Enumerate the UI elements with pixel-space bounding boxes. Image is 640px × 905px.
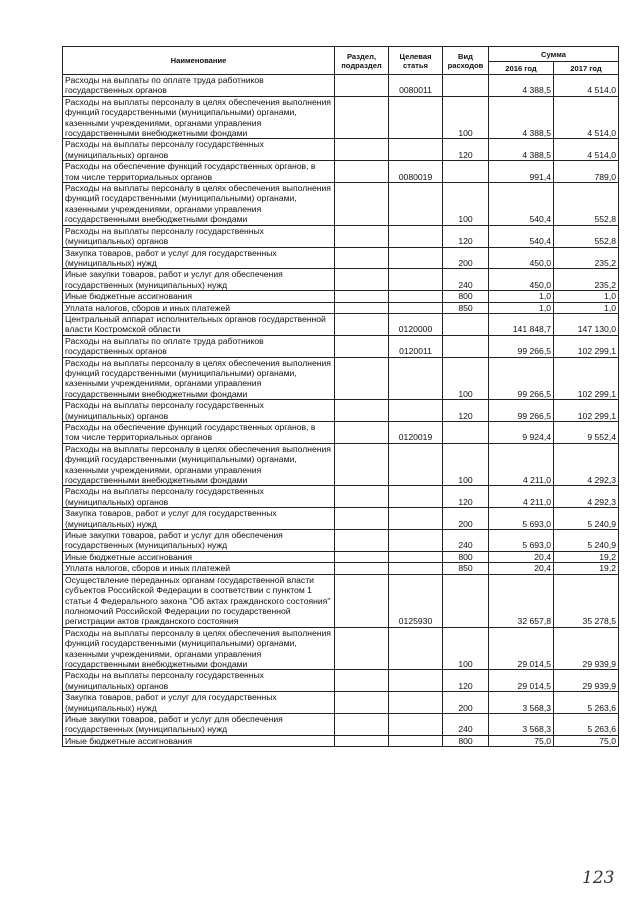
cell-sum-2017: 789,0 xyxy=(554,161,619,183)
cell-sum-2017: 29 939,9 xyxy=(554,627,619,670)
cell-expense-type: 200 xyxy=(443,247,489,269)
cell-name: Расходы на выплаты персоналу государственных (муниципальных) органов xyxy=(63,670,335,692)
cell-name: Осуществление переданных органам государственной власти субъектов Российской Федерации в соответствии с пунктом 1 статьи 4 Федерального закона "Об актах гражданского состояния" полномочий Российской Федерации по государственной регистрации актов гражданского состояния xyxy=(63,574,335,627)
header-expense-type: Вид расходов xyxy=(443,47,489,75)
cell-sum-2016: 20,4 xyxy=(489,551,554,562)
table-row xyxy=(63,313,619,335)
cell-name: Иные закупки товаров, работ и услуг для обеспечения государственных (муниципальных) нужд xyxy=(63,269,335,291)
cell-expense-type: 120 xyxy=(443,670,489,692)
cell-sum-2016: 540,4 xyxy=(489,183,554,226)
cell-sum-2016: 29 014,5 xyxy=(489,670,554,692)
cell-target: 0080011 xyxy=(389,75,443,97)
table-row xyxy=(63,96,619,139)
cell-section xyxy=(335,486,389,508)
cell-name: Расходы на выплаты персоналу государственных (муниципальных) органов xyxy=(63,400,335,422)
cell-sum-2016: 540,4 xyxy=(489,225,554,247)
cell-sum-2017: 35 278,5 xyxy=(554,574,619,627)
cell-sum-2017: 235,2 xyxy=(554,247,619,269)
cell-sum-2016: 3 568,3 xyxy=(489,713,554,735)
cell-sum-2016: 4 388,5 xyxy=(489,96,554,139)
table-row xyxy=(63,357,619,400)
cell-target: 0120000 xyxy=(389,313,443,335)
cell-sum-2017: 4 292,3 xyxy=(554,486,619,508)
cell-name: Иные закупки товаров, работ и услуг для обеспечения государственных (муниципальных) нужд xyxy=(63,530,335,552)
cell-sum-2016: 5 693,0 xyxy=(489,530,554,552)
cell-sum-2016: 4 388,5 xyxy=(489,139,554,161)
cell-target xyxy=(389,139,443,161)
table-row xyxy=(63,75,619,97)
table-row xyxy=(63,400,619,422)
page-number: 123 xyxy=(582,868,615,888)
cell-sum-2017: 5 240,9 xyxy=(554,530,619,552)
cell-name: Иные бюджетные ассигнования xyxy=(63,291,335,302)
cell-expense-type: 100 xyxy=(443,357,489,400)
table-row xyxy=(63,692,619,714)
cell-target xyxy=(389,563,443,574)
cell-expense-type: 800 xyxy=(443,291,489,302)
cell-sum-2017: 4 292,3 xyxy=(554,443,619,486)
cell-sum-2016: 5 693,0 xyxy=(489,508,554,530)
cell-name: Уплата налогов, сборов и иных платежей xyxy=(63,302,335,313)
table-row xyxy=(63,713,619,735)
cell-section xyxy=(335,713,389,735)
cell-name: Расходы на выплаты персоналу государственных (муниципальных) органов xyxy=(63,139,335,161)
header-year-2016: 2016 год xyxy=(489,62,554,75)
cell-section xyxy=(335,422,389,444)
table-row xyxy=(63,269,619,291)
cell-expense-type: 850 xyxy=(443,302,489,313)
cell-expense-type: 120 xyxy=(443,225,489,247)
cell-sum-2017: 19,2 xyxy=(554,563,619,574)
table-row xyxy=(63,225,619,247)
cell-target xyxy=(389,735,443,746)
cell-sum-2016: 450,0 xyxy=(489,247,554,269)
cell-sum-2016: 32 657,8 xyxy=(489,574,554,627)
cell-name: Центральный аппарат исполнительных органов государственной власти Костромской области xyxy=(63,313,335,335)
cell-expense-type: 200 xyxy=(443,508,489,530)
cell-expense-type: 100 xyxy=(443,443,489,486)
cell-name: Закупка товаров, работ и услуг для государственных (муниципальных) нужд xyxy=(63,692,335,714)
table-row xyxy=(63,139,619,161)
cell-sum-2016: 99 266,5 xyxy=(489,357,554,400)
cell-section xyxy=(335,291,389,302)
cell-section xyxy=(335,400,389,422)
cell-sum-2017: 5 263,6 xyxy=(554,713,619,735)
cell-name: Иные закупки товаров, работ и услуг для обеспечения государственных (муниципальных) нужд xyxy=(63,713,335,735)
cell-expense-type: 240 xyxy=(443,530,489,552)
cell-expense-type: 100 xyxy=(443,183,489,226)
cell-target xyxy=(389,443,443,486)
cell-sum-2016: 141 848,7 xyxy=(489,313,554,335)
budget-table xyxy=(62,46,619,747)
cell-expense-type: 800 xyxy=(443,551,489,562)
cell-sum-2016: 75,0 xyxy=(489,735,554,746)
cell-sum-2017: 147 130,0 xyxy=(554,313,619,335)
cell-section xyxy=(335,269,389,291)
cell-expense-type xyxy=(443,313,489,335)
cell-expense-type: 100 xyxy=(443,627,489,670)
cell-section xyxy=(335,139,389,161)
table-row xyxy=(63,422,619,444)
cell-target xyxy=(389,692,443,714)
table-row xyxy=(63,574,619,627)
cell-name: Расходы на выплаты персоналу в целях обеспечения выполнения функций государственными (муниципальными) органами, казенными учреждениями, органами управления государственными внебюджетными фондами xyxy=(63,627,335,670)
cell-name: Расходы на выплаты по оплате труда работников государственных органов xyxy=(63,75,335,97)
cell-section xyxy=(335,225,389,247)
header-year-2017: 2017 год xyxy=(554,62,619,75)
cell-sum-2017: 9 552,4 xyxy=(554,422,619,444)
table-row xyxy=(63,443,619,486)
cell-expense-type xyxy=(443,574,489,627)
cell-sum-2017: 552,8 xyxy=(554,225,619,247)
cell-section xyxy=(335,735,389,746)
header-section: Раздел, подраздел xyxy=(335,47,389,75)
cell-sum-2017: 1,0 xyxy=(554,291,619,302)
cell-expense-type xyxy=(443,161,489,183)
table-header xyxy=(63,47,619,75)
table-row xyxy=(63,530,619,552)
cell-section xyxy=(335,443,389,486)
cell-sum-2017: 552,8 xyxy=(554,183,619,226)
cell-name: Закупка товаров, работ и услуг для государственных (муниципальных) нужд xyxy=(63,247,335,269)
cell-sum-2017: 5 263,6 xyxy=(554,692,619,714)
header-target: Целевая статья xyxy=(389,47,443,75)
cell-target xyxy=(389,96,443,139)
cell-target xyxy=(389,508,443,530)
cell-target xyxy=(389,269,443,291)
cell-expense-type: 200 xyxy=(443,692,489,714)
cell-sum-2017: 102 299,1 xyxy=(554,400,619,422)
cell-name: Расходы на выплаты по оплате труда работников государственных органов xyxy=(63,335,335,357)
cell-section xyxy=(335,96,389,139)
cell-sum-2016: 4 211,0 xyxy=(489,486,554,508)
header-sum: Сумма xyxy=(489,47,619,62)
table-row xyxy=(63,247,619,269)
cell-section xyxy=(335,183,389,226)
cell-sum-2016: 99 266,5 xyxy=(489,400,554,422)
cell-target xyxy=(389,486,443,508)
cell-section xyxy=(335,692,389,714)
cell-sum-2016: 99 266,5 xyxy=(489,335,554,357)
table-row xyxy=(63,486,619,508)
cell-section xyxy=(335,563,389,574)
table-row xyxy=(63,508,619,530)
cell-expense-type: 850 xyxy=(443,563,489,574)
table-row xyxy=(63,627,619,670)
cell-sum-2016: 1,0 xyxy=(489,302,554,313)
cell-sum-2016: 9 924,4 xyxy=(489,422,554,444)
cell-target xyxy=(389,627,443,670)
cell-section xyxy=(335,335,389,357)
cell-target xyxy=(389,247,443,269)
cell-sum-2017: 19,2 xyxy=(554,551,619,562)
table-row xyxy=(63,291,619,302)
cell-name: Расходы на выплаты персоналу в целях обеспечения выполнения функций государственными (муниципальными) органами, казенными учреждениями, органами управления государственными внебюджетными фондами xyxy=(63,357,335,400)
cell-sum-2016: 3 568,3 xyxy=(489,692,554,714)
cell-name: Уплата налогов, сборов и иных платежей xyxy=(63,563,335,574)
cell-section xyxy=(335,357,389,400)
cell-section xyxy=(335,161,389,183)
cell-target: 0120011 xyxy=(389,335,443,357)
cell-target xyxy=(389,225,443,247)
table-row xyxy=(63,183,619,226)
cell-sum-2016: 991,4 xyxy=(489,161,554,183)
cell-sum-2016: 20,4 xyxy=(489,563,554,574)
cell-expense-type: 240 xyxy=(443,269,489,291)
cell-target xyxy=(389,183,443,226)
cell-name: Иные бюджетные ассигнования xyxy=(63,735,335,746)
cell-target xyxy=(389,357,443,400)
cell-sum-2017: 102 299,1 xyxy=(554,335,619,357)
cell-target xyxy=(389,530,443,552)
table-row xyxy=(63,735,619,746)
cell-sum-2017: 235,2 xyxy=(554,269,619,291)
cell-name: Расходы на выплаты персоналу в целях обеспечения выполнения функций государственными (муниципальными) органами, казенными учреждениями, органами управления государственными внебюджетными фондами xyxy=(63,96,335,139)
cell-section xyxy=(335,574,389,627)
table-row xyxy=(63,551,619,562)
cell-name: Расходы на обеспечение функций государственных органов, в том числе территориальных органов xyxy=(63,422,335,444)
cell-expense-type: 240 xyxy=(443,713,489,735)
cell-section xyxy=(335,530,389,552)
cell-section xyxy=(335,302,389,313)
cell-expense-type: 120 xyxy=(443,486,489,508)
cell-target xyxy=(389,713,443,735)
cell-sum-2017: 4 514,0 xyxy=(554,139,619,161)
cell-sum-2017: 5 240,9 xyxy=(554,508,619,530)
table-body xyxy=(63,75,619,747)
cell-expense-type xyxy=(443,335,489,357)
table-row xyxy=(63,670,619,692)
cell-sum-2016: 4 388,5 xyxy=(489,75,554,97)
cell-sum-2017: 102 299,1 xyxy=(554,357,619,400)
cell-name: Расходы на выплаты персоналу в целях обеспечения выполнения функций государственными (муниципальными) органами, казенными учреждениями, органами управления государственными внебюджетными фондами xyxy=(63,183,335,226)
cell-target xyxy=(389,291,443,302)
cell-section xyxy=(335,247,389,269)
cell-sum-2017: 75,0 xyxy=(554,735,619,746)
cell-expense-type xyxy=(443,422,489,444)
cell-section xyxy=(335,627,389,670)
cell-sum-2016: 1,0 xyxy=(489,291,554,302)
cell-expense-type: 120 xyxy=(443,400,489,422)
cell-sum-2017: 29 939,9 xyxy=(554,670,619,692)
cell-target xyxy=(389,302,443,313)
cell-section xyxy=(335,551,389,562)
cell-section xyxy=(335,75,389,97)
cell-name: Расходы на выплаты персоналу государственных (муниципальных) органов xyxy=(63,486,335,508)
cell-sum-2016: 4 211,0 xyxy=(489,443,554,486)
table-row xyxy=(63,302,619,313)
cell-target: 0125930 xyxy=(389,574,443,627)
cell-name: Расходы на выплаты персоналу в целях обеспечения выполнения функций государственными (муниципальными) органами, казенными учреждениями, органами управления государственными внебюджетными фондами xyxy=(63,443,335,486)
cell-target xyxy=(389,670,443,692)
cell-section xyxy=(335,313,389,335)
table-row xyxy=(63,563,619,574)
table-row xyxy=(63,335,619,357)
cell-target xyxy=(389,400,443,422)
cell-target: 0080019 xyxy=(389,161,443,183)
cell-sum-2017: 1,0 xyxy=(554,302,619,313)
cell-name: Иные бюджетные ассигнования xyxy=(63,551,335,562)
header-name: Наименование xyxy=(63,47,335,75)
table-row xyxy=(63,161,619,183)
cell-target xyxy=(389,551,443,562)
cell-sum-2016: 29 014,5 xyxy=(489,627,554,670)
cell-expense-type: 100 xyxy=(443,96,489,139)
cell-name: Расходы на обеспечение функций государственных органов, в том числе территориальных органов xyxy=(63,161,335,183)
cell-section xyxy=(335,508,389,530)
cell-sum-2017: 4 514,0 xyxy=(554,96,619,139)
cell-sum-2016: 450,0 xyxy=(489,269,554,291)
cell-target: 0120019 xyxy=(389,422,443,444)
cell-expense-type xyxy=(443,75,489,97)
cell-section xyxy=(335,670,389,692)
cell-expense-type: 120 xyxy=(443,139,489,161)
cell-name: Расходы на выплаты персоналу государственных (муниципальных) органов xyxy=(63,225,335,247)
cell-sum-2017: 4 514,0 xyxy=(554,75,619,97)
cell-name: Закупка товаров, работ и услуг для государственных (муниципальных) нужд xyxy=(63,508,335,530)
cell-expense-type: 800 xyxy=(443,735,489,746)
